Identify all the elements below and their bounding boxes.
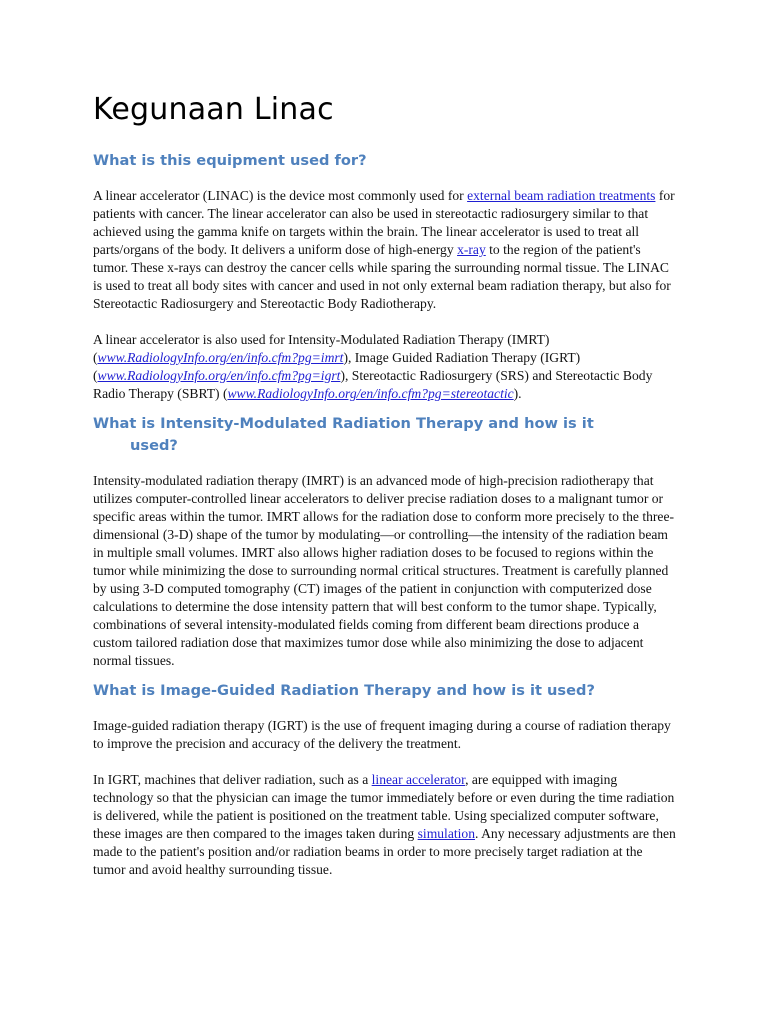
paragraph-linac-intro: A linear accelerator (LINAC) is the device most commonly used for external beam radiation treatments for patients with cancer. The linear accelerator can also be used in stereotactic radiosurgery similar to that achieved using the gamma knife on targets within the brain. The linear accelerator is used to treat all parts/organs of the body. It delivers a uniform dose of high-energy x-ray to the region of the patient's tumor. These x-rays can destroy the cancer cells while sparing the surrounding normal tissue. The LINAC is used to treat all body sites with cancer and used in not only external beam radiation therapy, but also for Stereotactic Radiosurgery and Stereotactic Body Radiotherapy. [93, 188, 675, 311]
link-linear-accelerator[interactable]: linear accelerator [371, 772, 466, 787]
paragraph-imrt: Intensity-modulated radiation therapy (IMRT) is an advanced mode of high-precision radiotherapy that utilizes computer-controlled linear accelerators to deliver precise radiation doses to a malignant tumor or specific areas within the tumor. IMRT allows for the radiation dose to conform more precisely to the three-dimensional (3-D) shape of the tumor by modulating—or controlling—the intensity of the radiation beam in multiple small volumes. IMRT also allows higher radiation doses to be focused to regions within the tumor while minimizing the dose to surrounding normal critical structures. Treatment is carefully planned by using 3-D computed tomography (CT) images of the patient in conjunction with computerized dose calculations to determine the dose intensity pattern that will best conform to the tumor shape. Typically, combinations of several intensity-modulated fields coming from different beam directions produce a custom tailored radiation dose that maximizes tumor dose while also minimizing the dose to adjacent normal tissues. [93, 473, 675, 668]
section-igrt [93, 680, 678, 879]
section-heading-igrt: What is Image-Guided Radiation Therapy and how is it used? [93, 682, 595, 699]
paragraph-igrt-definition: Image-guided radiation therapy (IGRT) is the use of frequent imaging during a course of radiation therapy to improve the precision and accuracy of the delivery the treatment. [93, 718, 671, 751]
paragraph-igrt-details: In IGRT, machines that deliver radiation, such as a linear accelerator, are equipped with imaging technology so that the physician can image the tumor immediately before or even during the time radiation is delivered, while the patient is positioned on the treatment table. Using specialized computer software, these images are then compared to the images taken during simulation. Any necessary adjustments are then made to the patient's position and/or radiation beams in order to more precisely target radiation at the tumor and avoid healthy surrounding tissue. [93, 772, 676, 877]
section-heading-imrt: What is Intensity-Modulated Radiation Therapy and how is it used? [93, 415, 594, 454]
link-external-beam-radiation[interactable]: external beam radiation treatments [467, 188, 656, 203]
link-x-ray[interactable]: x-ray [457, 242, 486, 257]
section-imrt [93, 413, 678, 670]
paragraph-linac-therapies: A linear accelerator is also used for Intensity-Modulated Radiation Therapy (IMRT) (www.RadiologyInfo.org/en/info.cfm?pg=imrt), Image Guided Radiation Therapy (IGRT) (www.RadiologyInfo.org/en/info.cfm?pg=igrt), Stereotactic Radiosurgery (SRS) and Stereotactic Body Radio Therapy (SBRT) (www.RadiologyInfo.org/en/info.cfm?pg=stereotactic). [93, 332, 653, 401]
link-stereotactic-url[interactable]: www.RadiologyInfo.org/en/info.cfm?pg=stereotactic [227, 386, 514, 401]
section-heading-equipment-use: What is this equipment used for? [93, 152, 367, 169]
link-imrt-url[interactable]: www.RadiologyInfo.org/en/info.cfm?pg=imrt [97, 350, 344, 365]
document-page [93, 88, 678, 879]
link-simulation[interactable]: simulation [417, 826, 476, 841]
link-igrt-url[interactable]: www.RadiologyInfo.org/en/info.cfm?pg=igrt [97, 368, 341, 383]
section-equipment-use [93, 150, 678, 403]
page-title: Kegunaan Linac [93, 92, 334, 127]
